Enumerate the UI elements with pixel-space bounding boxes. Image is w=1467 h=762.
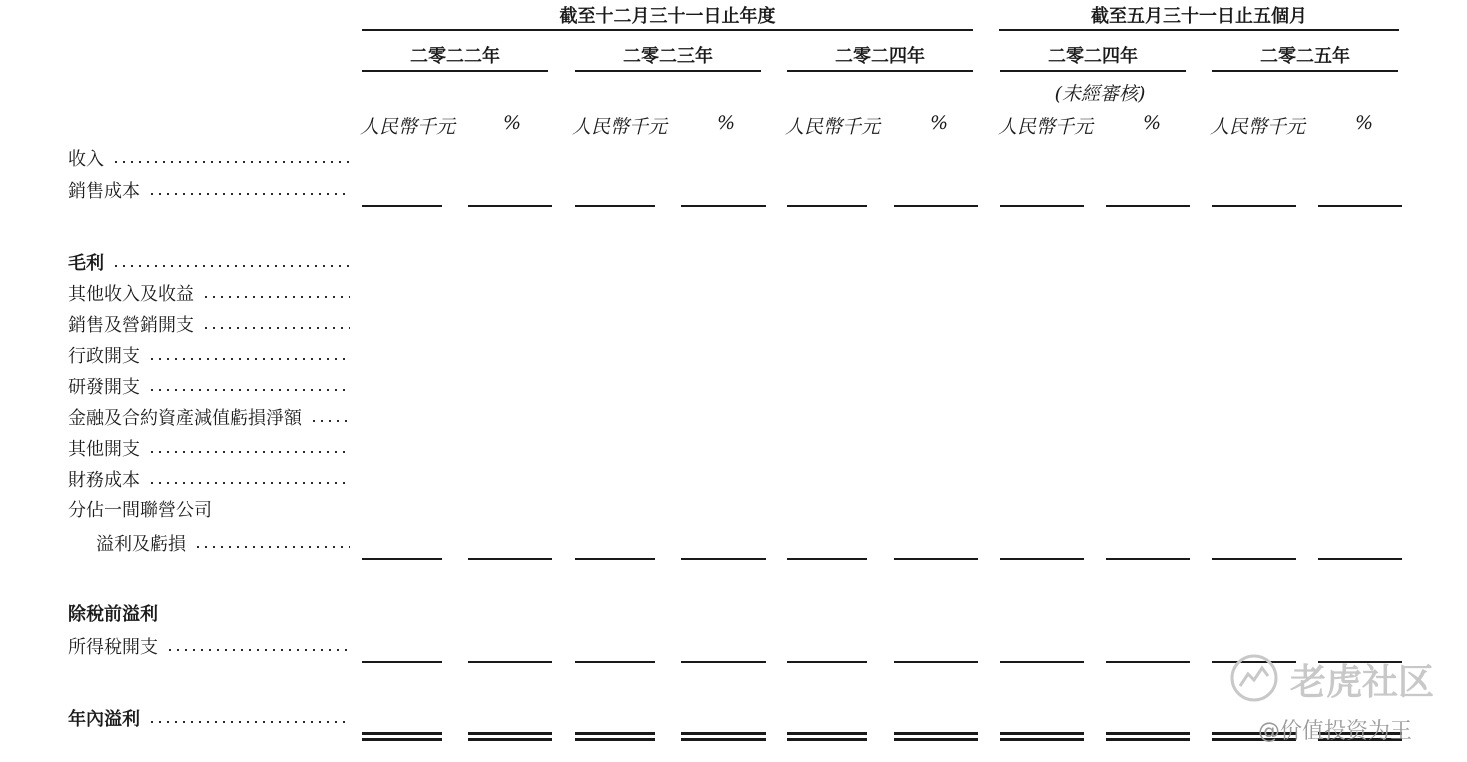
unit-pct: %: [1355, 112, 1374, 134]
subtotal-rule: [681, 558, 766, 560]
subtotal-rule: [787, 558, 867, 560]
year-rule: [1000, 70, 1186, 72]
subtotal-rule: [1000, 205, 1084, 207]
subtotal-rule: [468, 205, 552, 207]
subtotal-rule: [681, 661, 766, 663]
group-header-fiscal-year: 截至十二月三十一日止年度: [559, 6, 776, 27]
year-rule: [575, 70, 761, 72]
watermark-title: 老虎社区: [1290, 662, 1435, 703]
year-header: 二零二五年: [1260, 46, 1350, 67]
row-label: 銷售及營銷開支: [68, 315, 194, 336]
row-label: 收入: [68, 149, 104, 170]
year-header: 二零二三年: [623, 46, 713, 67]
subtotal-rule: [894, 558, 978, 560]
row-label: 所得稅開支: [68, 637, 158, 658]
year-header: 二零二二年: [410, 46, 500, 67]
unaudited-note: (未經審核): [1054, 83, 1146, 105]
subtotal-rule: [575, 558, 655, 560]
total-double-rule: [575, 732, 655, 741]
dot-leader: [166, 649, 350, 651]
subtotal-rule: [1106, 558, 1190, 560]
dot-leader: [202, 296, 350, 298]
group-header-five-months: 截至五月三十一日止五個月: [1091, 6, 1307, 27]
row-label: 溢利及虧損: [96, 534, 186, 555]
subtotal-rule: [468, 558, 552, 560]
subtotal-rule: [362, 558, 442, 560]
watermark-author: @价值投资为王: [1258, 719, 1413, 744]
subtotal-rule: [1318, 205, 1402, 207]
total-double-rule: [787, 732, 867, 741]
total-double-rule: [1106, 732, 1190, 741]
unit-pct: %: [717, 112, 736, 134]
unit-pct: %: [930, 112, 949, 134]
total-double-rule: [894, 732, 978, 741]
year-rule: [1212, 70, 1398, 72]
subtotal-rule: [1212, 205, 1296, 207]
unit-rmb: 人民幣千元: [572, 116, 668, 138]
subtotal-rule: [468, 661, 552, 663]
subtotal-rule: [1000, 558, 1084, 560]
row-label: 財務成本: [68, 470, 140, 491]
row-label: 年內溢利: [68, 709, 140, 730]
dot-leader: [148, 482, 350, 484]
group-header-rule: [999, 29, 1399, 31]
dot-leader: [194, 546, 350, 548]
row-label: 行政開支: [68, 346, 140, 367]
dot-leader: [148, 358, 350, 360]
row-label: 其他開支: [68, 439, 140, 460]
watermark-logo-icon: [1228, 652, 1280, 704]
year-rule: [362, 70, 548, 72]
unit-pct: %: [503, 112, 522, 134]
dot-leader: [148, 389, 350, 391]
subtotal-rule: [1212, 558, 1296, 560]
subtotal-rule: [1318, 558, 1402, 560]
dot-leader: [112, 161, 350, 163]
subtotal-rule: [575, 661, 655, 663]
subtotal-rule: [894, 661, 978, 663]
subtotal-rule: [681, 205, 766, 207]
row-label: 銷售成本: [68, 181, 140, 202]
subtotal-rule: [1106, 205, 1190, 207]
unit-rmb: 人民幣千元: [1210, 116, 1306, 138]
group-header-rule: [362, 29, 973, 31]
subtotal-rule: [787, 205, 867, 207]
total-double-rule: [468, 732, 552, 741]
subtotal-rule: [1106, 661, 1190, 663]
unit-rmb: 人民幣千元: [360, 116, 456, 138]
year-rule: [787, 70, 973, 72]
total-double-rule: [681, 732, 766, 741]
year-header: 二零二四年: [835, 46, 925, 67]
year-header: 二零二四年: [1048, 46, 1138, 67]
dot-leader: [112, 265, 350, 267]
dot-leader: [202, 327, 350, 329]
unit-rmb: 人民幣千元: [785, 116, 881, 138]
row-label: 分佔一間聯營公司: [68, 500, 212, 521]
subtotal-rule: [362, 205, 442, 207]
dot-leader: [310, 420, 350, 422]
row-label: 除稅前溢利: [68, 604, 158, 625]
unit-rmb: 人民幣千元: [998, 116, 1094, 138]
subtotal-rule: [1000, 661, 1084, 663]
total-double-rule: [1000, 732, 1084, 741]
subtotal-rule: [575, 205, 655, 207]
dot-leader: [148, 193, 350, 195]
row-label: 其他收入及收益: [68, 284, 194, 305]
total-double-rule: [362, 732, 442, 741]
dot-leader: [148, 721, 350, 723]
row-label: 研發開支: [68, 377, 140, 398]
subtotal-rule: [787, 661, 867, 663]
subtotal-rule: [894, 205, 978, 207]
row-label: 金融及合約資產減值虧損淨額: [68, 408, 302, 429]
subtotal-rule: [362, 661, 442, 663]
row-label: 毛利: [68, 253, 104, 274]
unit-pct: %: [1143, 112, 1162, 134]
dot-leader: [148, 451, 350, 453]
